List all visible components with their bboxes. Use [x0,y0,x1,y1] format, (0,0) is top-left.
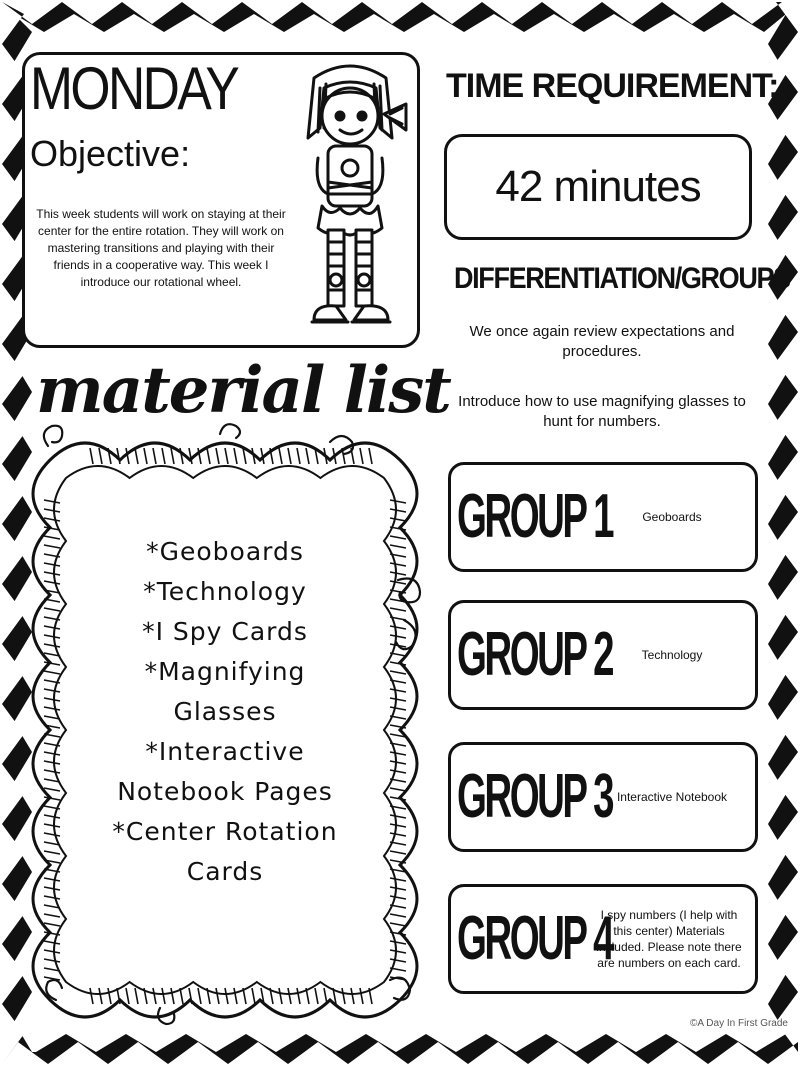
differentiation-paragraph-1: We once again review expectations and procedures. [469,323,735,360]
material-list-title: material list [36,353,450,428]
group-3-box [448,742,758,852]
list-item: *Center Rotation [112,817,338,846]
group-3-label: GROUP 3 [457,762,612,831]
list-item: Cards [186,857,264,886]
material-list-items [70,532,380,892]
list-item: *I Spy Cards [142,617,308,646]
list-item: Notebook Pages [117,777,333,806]
group-2-box [448,600,758,710]
differentiation-paragraph-2: Introduce how to use magnifying glasses to hunt for numbers. [458,393,746,430]
group-4-description: I spy numbers (I help with this center) Materials included. Please note there are numbers on each card. [596,908,742,970]
time-requirement-box [444,134,752,240]
list-item: *Technology [143,577,307,606]
copyright-text: ©A Day In First Grade [690,1018,788,1029]
day-title: MONDAY [30,55,238,122]
time-requirement-title: TIME REQUIREMENT: [446,67,779,105]
group-1-description: Geoboards [642,510,702,524]
group-2-description: Technology [641,648,703,662]
list-item: *Magnifying [144,657,306,686]
objective-text: This week students will work on staying at their center for the entire rotation. They will work on mastering transitions and playing with their friends in a cooperative way. This week I introduce our rotational wheel. [36,207,286,289]
group-4-label: GROUP 4 [457,904,612,973]
list-item: *Geoboards [146,537,304,566]
list-item: *Interactive [145,737,305,766]
time-requirement-value: 42 minutes [495,162,701,211]
group-4-box [448,884,758,994]
objective-label: Objective: [30,133,191,174]
list-item: Glasses [173,697,277,726]
group-2-label: GROUP 2 [457,620,612,689]
group-1-box [448,462,758,572]
girl-illustration-icon [284,58,416,344]
group-1-label: GROUP 1 [457,482,612,551]
group-3-description: Interactive Notebook [616,790,728,804]
differentiation-title: DIFFERENTIATION/GROUPS [454,262,790,295]
